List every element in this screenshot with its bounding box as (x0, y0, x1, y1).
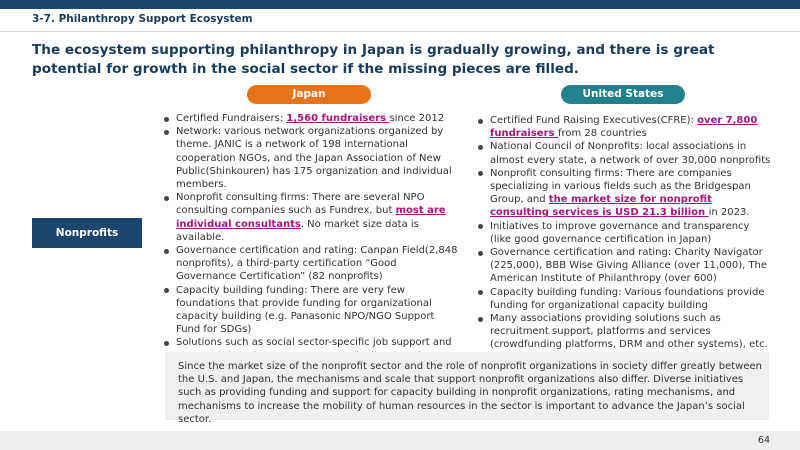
list-item: Initiatives to improve governance and transparency (like good governance certification in Japan) (478, 220, 772, 246)
list-item: Nonprofit consulting firms: There are companies specializing in various fields such as the Bridgespan Group, and the market size for nonprofit consulting services is USD 21.3 billion in 2023. (478, 167, 772, 220)
list-item: Governance certification and rating: Canpan Field(2,848 nonprofits), a third-party certification “Good Governance Certification” (82 nonprofits) (164, 244, 460, 284)
us-bullet-list (478, 114, 772, 352)
highlight-link[interactable]: 1,560 fundraisers (286, 113, 390, 124)
highlight-link[interactable]: the market size for nonprofit consulting services is USD 21.3 billion (490, 194, 712, 219)
top-accent-bar (0, 0, 800, 9)
list-item: Capacity building funding: Various foundations provide funding for organizational capacity building (478, 286, 772, 312)
column-header-us: United States (561, 85, 685, 104)
column-header-japan: Japan (247, 85, 371, 104)
japan-bullet-list (164, 112, 460, 363)
page-number: 64 (757, 435, 770, 446)
list-item: Network: various network organizations organized by theme. JANIC is a network of 198 international cooperation NGOs, and the Japan Association of New Public(Shinkouren) has 175 organization and individual members. (164, 125, 460, 191)
list-item: Nonprofit consulting firms: There are several NPO consulting companies such as Fundrex, but most are individual consultants. No market size data is available. (164, 191, 460, 244)
list-item: National Council of Nonprofits: local associations in almost every state, a network of over 30,000 nonprofits (478, 140, 772, 166)
list-item: Certified Fundraisers: 1,560 fundraisers since 2012 (164, 112, 460, 125)
list-item: Capacity building funding: There are very few foundations that provide funding for organizational capacity building (e.g. Panasonic NPO/NGO Support Fund for SDGs) (164, 284, 460, 337)
page-title: The ecosystem supporting philanthropy in Japan is gradually growing, and there is great potential for growth in the social sector if the missing pieces are filled. (32, 42, 715, 77)
highlight-link[interactable]: over 7,800 fundraisers (490, 115, 758, 140)
header-divider (0, 31, 800, 32)
highlight-link[interactable]: most are individual consultants (176, 205, 446, 230)
list-item: Certified Fund Raising Executives(CFRE): over 7,800 fundraisers from 28 countries (478, 114, 772, 140)
row-label-nonprofits: Nonprofits (32, 218, 142, 248)
section-label: 3-7. Philanthropy Support Ecosystem (32, 13, 253, 25)
list-item: Governance certification and rating: Charity Navigator (225,000), BBB Wise Giving Alliance (over 11,000), The American Institute of Philanthropy (over 600) (478, 246, 772, 286)
list-item: Many associations providing solutions such as recruitment support, platforms and services (crowdfunding platforms, DRM and other systems), etc. (478, 312, 772, 352)
summary-text: Since the market size of the nonprofit sector and the role of nonprofit organizations in society differ greatly between the U.S. and Japan, the mechanisms and scale that support nonprofit organizations also differ. Diverse initiatives such as providing funding and support for capacity building in nonprofit organizations, rating mechanisms, and mechanisms to increase the mobility of human resources in the sector is important to advance the Japan’s social sector. (178, 361, 762, 425)
footer-bar (0, 431, 800, 450)
list-item: Solutions such as social sector-specific job support and (164, 336, 460, 362)
